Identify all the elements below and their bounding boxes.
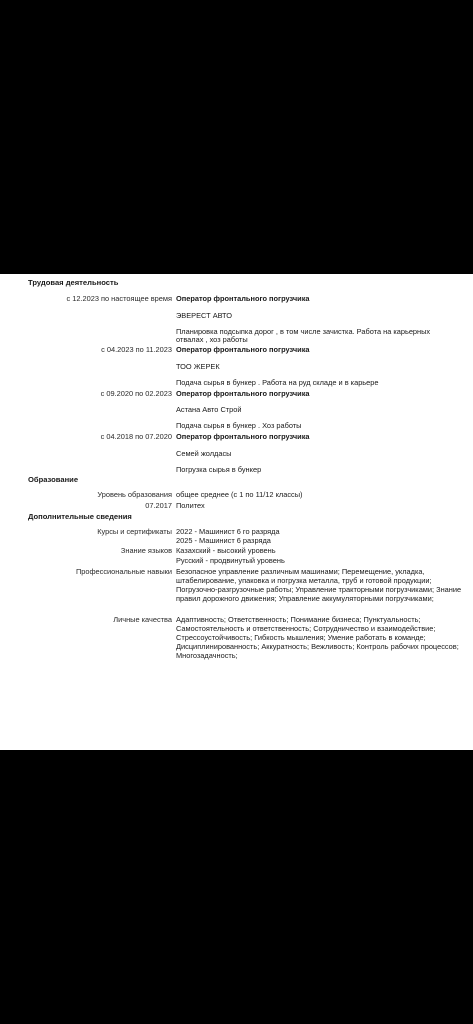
skills-label: Профессиональные навыки bbox=[75, 567, 172, 576]
job-position: Оператор фронтального погрузчика bbox=[176, 294, 310, 303]
job-period: с 09.2020 по 02.2023 bbox=[100, 389, 172, 398]
language-item: Казахский - высокий уровень bbox=[176, 546, 276, 555]
job-position: Оператор фронтального погрузчика bbox=[176, 432, 310, 441]
job-company: ЭВЕРЕСТ АВТО bbox=[176, 311, 232, 320]
top-black-margin bbox=[0, 0, 473, 274]
personal-qualities-label: Личные качества bbox=[113, 615, 172, 624]
job-duties: Планировка подсыпка дорог , в том числе зачистка. Работа на карьерных bbox=[176, 327, 431, 336]
language-item: Русский - продвинутый уровень bbox=[176, 556, 285, 565]
education-year: 07.2017 bbox=[145, 501, 172, 510]
job-duties: Погрузка сырья в бункер bbox=[176, 465, 262, 474]
course-item: 2022 - Машинист 6 го разряда bbox=[176, 527, 280, 536]
personal-qualities-text: Адаптивность; Ответственность; Понимание бизнеса; Пунктуальность; Самостоятельность и ответственность; Сотрудничество и взаимодействие; Стрессоустойчивость; Гибкость мышления; Умение работать в команде; Дисциплинированность; Аккуратность; Вежливость; Контроль рабочих процессов; Многозадачность; bbox=[176, 615, 459, 660]
job-position: Оператор фронтального погрузчика bbox=[176, 345, 310, 354]
job-company: ТОО ЖЕРЕК bbox=[176, 362, 220, 371]
additional-section-heading: Дополнительные сведения bbox=[28, 512, 132, 521]
skills-text: Безопасное управление различным машинами; Перемещение, укладка, штабелирование, упаковка и погрузка металла, труб и готовой продукции; Погрузочно-разгрузочные работы; Управление тракторными погрузчиками; Знание правил дорожного движения; Управление аккумуляторными погрузчиками; bbox=[176, 567, 462, 603]
course-item: 2025 - Машинист 6 разряда bbox=[176, 536, 271, 545]
job-period: с 04.2023 по 11.2023 bbox=[101, 345, 172, 354]
job-duties-continued: отвалах , хоз работы bbox=[176, 335, 248, 344]
job-company: Астана Авто Строй bbox=[176, 405, 242, 414]
courses-label: Курсы и сертификаты bbox=[97, 527, 172, 536]
job-position: Оператор фронтального погрузчика bbox=[176, 389, 310, 398]
job-period: с 12.2023 по настоящее время bbox=[66, 294, 172, 303]
education-level-label: Уровень образования bbox=[97, 490, 172, 499]
job-period: с 04.2018 по 07.2020 bbox=[100, 432, 172, 441]
education-institution: Политех bbox=[176, 501, 205, 510]
job-duties: Подача сырья в бункер . Хоз работы bbox=[176, 421, 302, 430]
job-duties: Подача сырья в бункер . Работа на руд складе и в карьере bbox=[176, 378, 379, 387]
job-company: Семей жолдасы bbox=[176, 449, 232, 458]
resume-document bbox=[0, 274, 473, 750]
work-section-heading: Трудовая деятельность bbox=[28, 278, 119, 287]
education-section-heading: Образование bbox=[28, 475, 79, 484]
languages-label: Знание языков bbox=[120, 546, 172, 555]
education-level-value: общее среднее (с 1 по 11/12 классы) bbox=[176, 490, 303, 499]
bottom-black-margin bbox=[0, 750, 473, 1024]
